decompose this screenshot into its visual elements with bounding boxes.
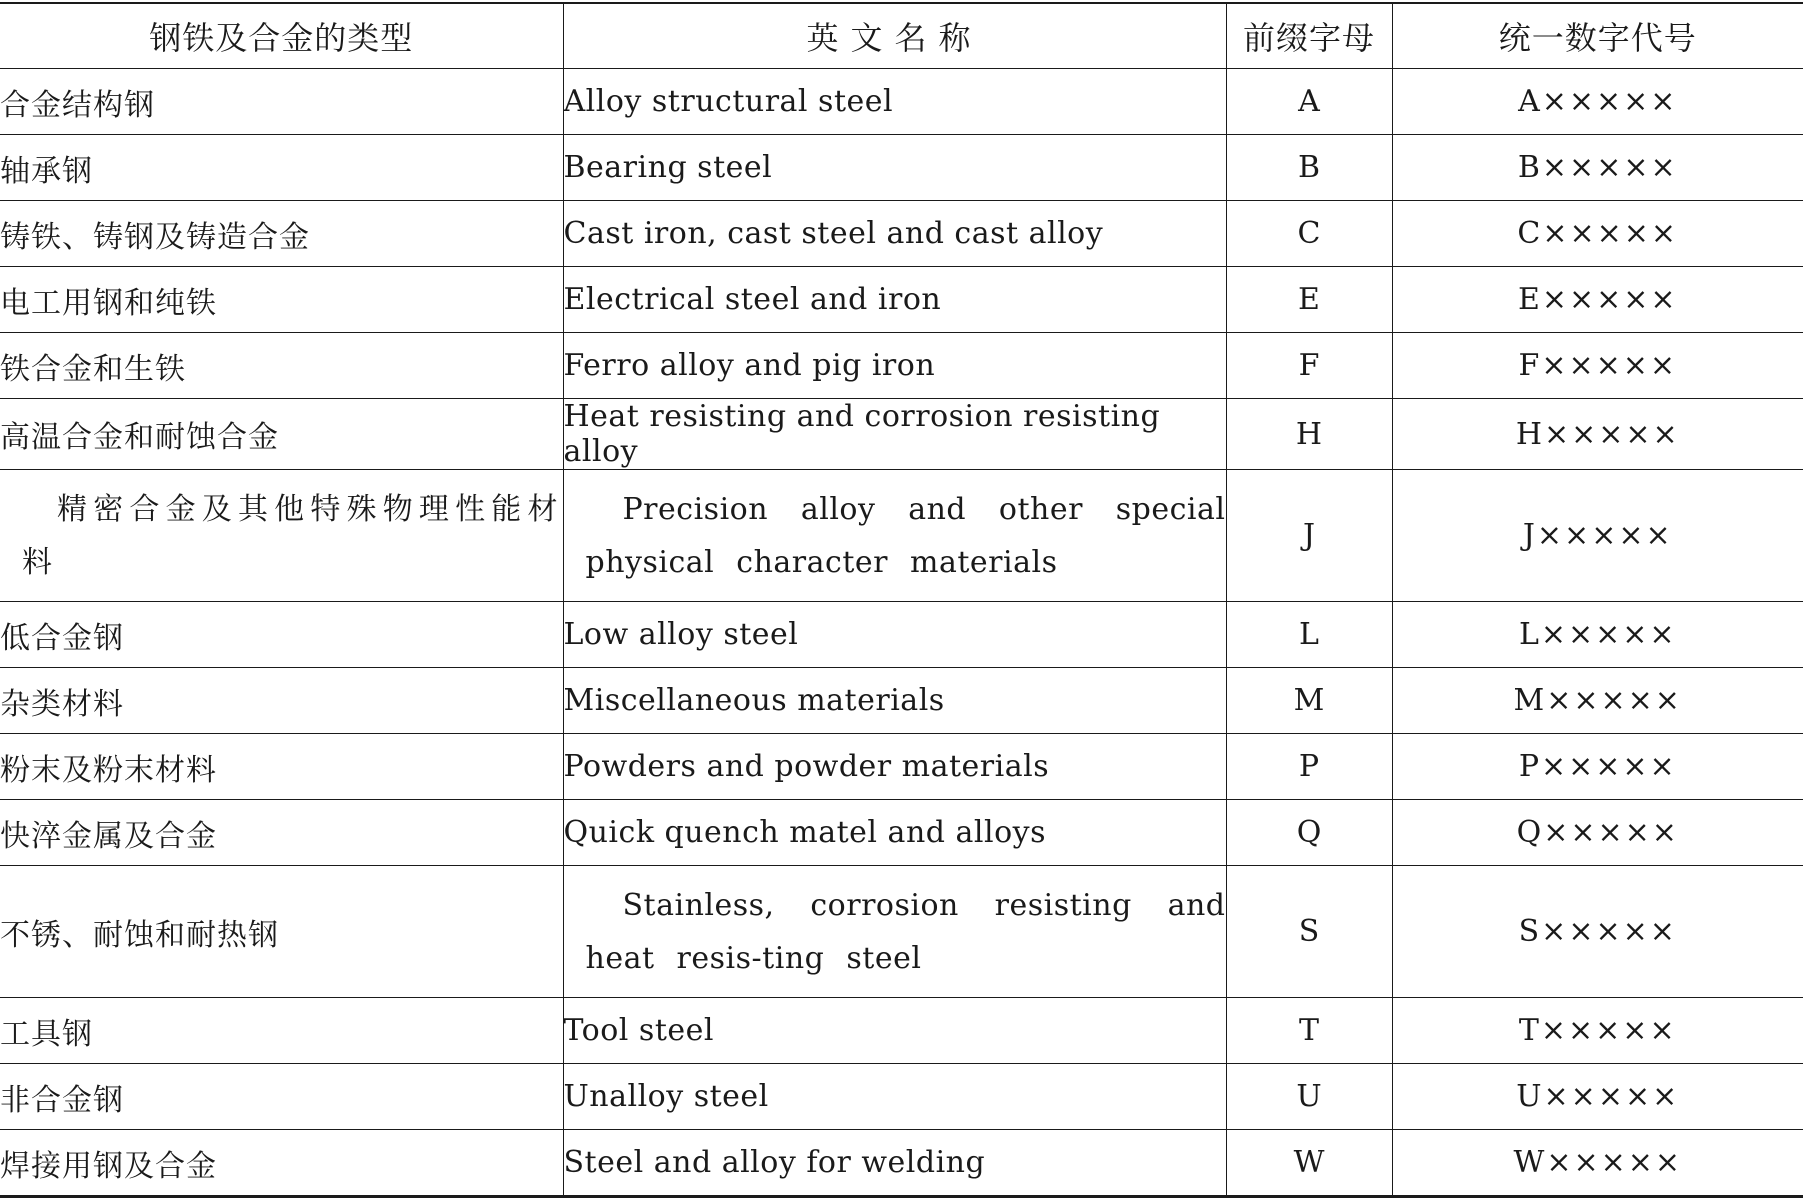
cell-prefix: B [1226, 135, 1392, 201]
cell-name-en: Alloy structural steel [563, 69, 1226, 135]
cell-name-en: Cast iron, cast steel and cast alloy [563, 201, 1226, 267]
table-row [0, 135, 1803, 201]
table-row [0, 69, 1803, 135]
cell-code: E××××× [1392, 267, 1803, 333]
cell-name-en: Stainless, corrosion resisting and heat resis-ting steel [563, 866, 1226, 998]
table-row [0, 998, 1803, 1064]
cell-prefix: U [1226, 1064, 1392, 1130]
table-row [0, 800, 1803, 866]
cell-code: Q××××× [1392, 800, 1803, 866]
table-row [0, 333, 1803, 399]
cell-prefix: W [1226, 1130, 1392, 1197]
cell-prefix: L [1226, 602, 1392, 668]
cell-code: F××××× [1392, 333, 1803, 399]
cell-type-cn: 合金结构钢 [0, 69, 563, 135]
cell-type-cn: 电工用钢和纯铁 [0, 267, 563, 333]
table-row [0, 734, 1803, 800]
header-prefix: 前缀字母 [1226, 3, 1392, 69]
cell-name-en: Electrical steel and iron [563, 267, 1226, 333]
table-row [0, 1130, 1803, 1197]
cell-prefix: M [1226, 668, 1392, 734]
cell-type-cn: 焊接用钢及合金 [0, 1130, 563, 1197]
cell-code: A××××× [1392, 69, 1803, 135]
cell-type-cn: 不锈、耐蚀和耐热钢 [0, 866, 563, 998]
header-row [0, 3, 1803, 69]
table-body [0, 69, 1803, 1197]
cell-code: M××××× [1392, 668, 1803, 734]
cell-type-cn: 非合金钢 [0, 1064, 563, 1130]
cell-code: W××××× [1392, 1130, 1803, 1197]
cell-name-en: Miscellaneous materials [563, 668, 1226, 734]
cell-name-en: Low alloy steel [563, 602, 1226, 668]
cell-type-cn: 精密合金及其他特殊物理性能材料 [0, 470, 563, 602]
cell-code: J××××× [1392, 470, 1803, 602]
cell-prefix: T [1226, 998, 1392, 1064]
cell-type-cn: 杂类材料 [0, 668, 563, 734]
cell-code: H××××× [1392, 399, 1803, 470]
cell-type-cn: 低合金钢 [0, 602, 563, 668]
cell-code: C××××× [1392, 201, 1803, 267]
header-code: 统一数字代号 [1392, 3, 1803, 69]
cell-type-cn: 铸铁、铸钢及铸造合金 [0, 201, 563, 267]
cell-name-en: Steel and alloy for welding [563, 1130, 1226, 1197]
header-name-en: 英文名称 [563, 3, 1226, 69]
table-row [0, 470, 1803, 602]
cell-name-en: Heat resisting and corrosion resisting alloy [563, 399, 1226, 470]
table-row [0, 399, 1803, 470]
cell-name-en: Quick quench matel and alloys [563, 800, 1226, 866]
table-row [0, 1064, 1803, 1130]
cell-prefix: Q [1226, 800, 1392, 866]
table-header [0, 3, 1803, 69]
cell-prefix: S [1226, 866, 1392, 998]
cell-prefix: C [1226, 201, 1392, 267]
cell-prefix: A [1226, 69, 1392, 135]
cell-name-en: Unalloy steel [563, 1064, 1226, 1130]
cell-prefix: J [1226, 470, 1392, 602]
table-row [0, 668, 1803, 734]
cell-prefix: H [1226, 399, 1392, 470]
cell-code: T××××× [1392, 998, 1803, 1064]
cell-type-cn: 高温合金和耐蚀合金 [0, 399, 563, 470]
cell-type-cn: 工具钢 [0, 998, 563, 1064]
cell-code: L××××× [1392, 602, 1803, 668]
cell-name-en: Bearing steel [563, 135, 1226, 201]
cell-prefix: P [1226, 734, 1392, 800]
table-row [0, 866, 1803, 998]
table-row [0, 602, 1803, 668]
cell-type-cn: 粉末及粉末材料 [0, 734, 563, 800]
header-type-cn: 钢铁及合金的类型 [0, 3, 563, 69]
cell-name-en: Powders and powder materials [563, 734, 1226, 800]
cell-prefix: F [1226, 333, 1392, 399]
cell-code: S××××× [1392, 866, 1803, 998]
cell-name-en: Ferro alloy and pig iron [563, 333, 1226, 399]
table-row [0, 201, 1803, 267]
table-row [0, 267, 1803, 333]
steel-alloy-code-table [0, 2, 1803, 1198]
cell-code: B××××× [1392, 135, 1803, 201]
cell-code: P××××× [1392, 734, 1803, 800]
cell-prefix: E [1226, 267, 1392, 333]
cell-name-en: Precision alloy and other special physical character materials [563, 470, 1226, 602]
cell-type-cn: 铁合金和生铁 [0, 333, 563, 399]
cell-name-en: Tool steel [563, 998, 1226, 1064]
cell-type-cn: 轴承钢 [0, 135, 563, 201]
cell-type-cn: 快淬金属及合金 [0, 800, 563, 866]
cell-code: U××××× [1392, 1064, 1803, 1130]
